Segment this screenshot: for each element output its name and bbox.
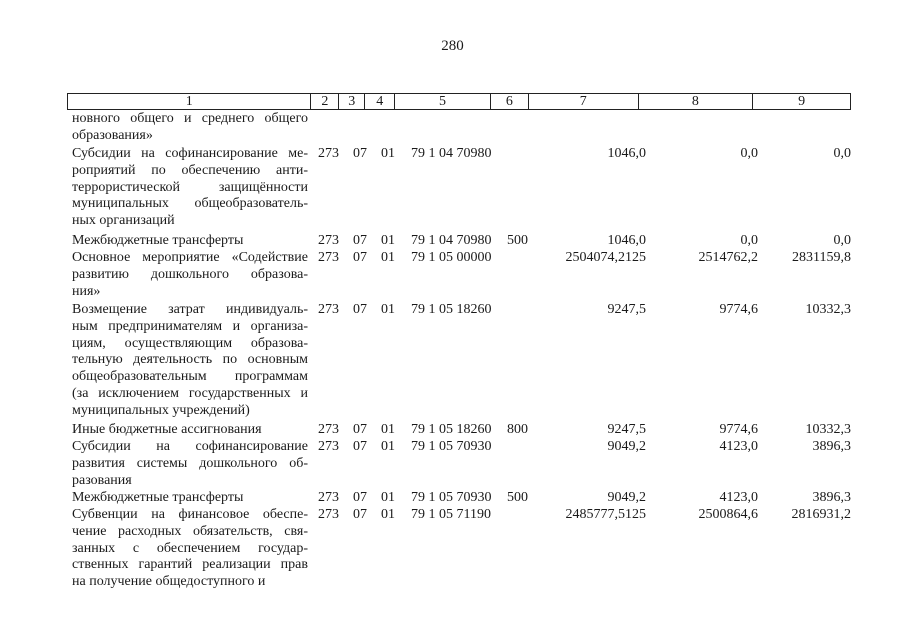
cell-c2: 273	[318, 439, 339, 454]
cell-c4: 01	[381, 302, 395, 317]
description-line: Основное мероприятие «Содействие	[72, 250, 308, 265]
cell-c7: 1046,0	[607, 233, 646, 248]
header-col-4: 4	[365, 94, 395, 109]
cell-c8: 0,0	[740, 233, 758, 248]
description-line: ственных гарантий реализации прав	[72, 557, 308, 573]
cell-c8: 9774,6	[719, 302, 758, 317]
description-line: (за исключением государственных и	[72, 385, 308, 401]
cell-c4: 01	[381, 233, 395, 248]
cell-c9: 2831159,8	[792, 250, 851, 265]
cell-c3: 07	[353, 422, 367, 437]
cell-c2: 273	[318, 490, 339, 505]
row-description	[72, 146, 308, 230]
cell-c7: 2504074,2125	[565, 250, 646, 265]
cell-c4: 01	[381, 146, 395, 161]
cell-c4: 01	[381, 507, 395, 522]
header-col-5: 5	[395, 94, 491, 109]
cell-c2: 273	[318, 233, 339, 248]
cell-c2: 273	[318, 302, 339, 317]
description-line: Субсидии на софинансирование	[72, 439, 308, 454]
description-line: развития системы дошкольного об-	[72, 455, 308, 471]
row-description	[72, 490, 308, 507]
cell-c2: 273	[318, 146, 339, 161]
row-description	[72, 233, 308, 250]
description-line: Иные бюджетные ассигнования	[72, 422, 262, 437]
description-line: общеобразовательным программам	[72, 369, 308, 385]
description-line: разования	[72, 472, 132, 488]
cell-c3: 07	[353, 490, 367, 505]
description-line: Субвенции на финансовое обеспе-	[72, 507, 308, 522]
description-line: ным предпринимателям и организа-	[72, 318, 308, 334]
cell-c8: 0,0	[740, 146, 758, 161]
cell-c3: 07	[353, 233, 367, 248]
description-line: роприятий по обеспечению анти-	[72, 162, 308, 178]
header-col-2: 2	[311, 94, 339, 109]
cell-c5: 79 1 05 00000	[411, 250, 492, 265]
cell-c5: 79 1 05 71190	[411, 507, 491, 522]
cell-c7: 9049,2	[607, 490, 646, 505]
header-col-7: 7	[529, 94, 639, 109]
cell-c9: 3896,3	[812, 490, 851, 505]
cell-c6: 500	[507, 233, 528, 248]
cell-c3: 07	[353, 439, 367, 454]
cell-c4: 01	[381, 250, 395, 265]
description-line: занных с обеспечением государ-	[72, 540, 308, 556]
header-col-8: 8	[639, 94, 754, 109]
cell-c4: 01	[381, 422, 395, 437]
description-line: тельную деятельность по основным	[72, 352, 308, 368]
cell-c5: 79 1 05 18260	[411, 422, 492, 437]
cell-c9: 3896,3	[812, 439, 851, 454]
header-col-6: 6	[491, 94, 529, 109]
cell-c3: 07	[353, 507, 367, 522]
cell-c7: 9049,2	[607, 439, 646, 454]
header-col-1: 1	[68, 94, 311, 109]
cell-c6: 800	[507, 422, 528, 437]
cell-c5: 79 1 05 18260	[411, 302, 492, 317]
cell-c4: 01	[381, 490, 395, 505]
cell-c2: 273	[318, 507, 339, 522]
description-line: Возмещение затрат индивидуаль-	[72, 302, 308, 317]
row-description	[72, 111, 308, 145]
row-description	[72, 422, 308, 439]
description-line: Межбюджетные трансферты	[72, 233, 244, 248]
cell-c8: 4123,0	[719, 490, 758, 505]
cell-c2: 273	[318, 250, 339, 265]
page-number: 280	[441, 38, 464, 54]
cell-c3: 07	[353, 250, 367, 265]
cell-c8: 4123,0	[719, 439, 758, 454]
description-line: циям, осуществляющим образова-	[72, 335, 308, 351]
description-line: чение расходных обязательств, свя-	[72, 523, 308, 539]
description-line: новного общего и среднего общего	[72, 111, 308, 126]
description-line: ных организаций	[72, 213, 175, 229]
row-description	[72, 507, 308, 591]
header-col-9: 9	[798, 94, 806, 109]
cell-c3: 07	[353, 302, 367, 317]
description-line: Субсидии на софинансирование ме-	[72, 146, 308, 161]
description-line: образования»	[72, 127, 153, 143]
row-description	[72, 250, 308, 300]
cell-c5: 79 1 05 70930	[411, 490, 492, 505]
cell-c6: 500	[507, 490, 528, 505]
cell-c9: 0,0	[833, 146, 851, 161]
cell-c4: 01	[381, 439, 395, 454]
cell-c9: 2816931,2	[791, 507, 851, 522]
description-line: террористической защищённости	[72, 179, 308, 195]
cell-c5: 79 1 05 70930	[411, 439, 492, 454]
cell-c9: 10332,3	[805, 422, 851, 437]
cell-c9: 0,0	[833, 233, 851, 248]
table-header-row	[67, 93, 851, 110]
cell-c8: 9774,6	[719, 422, 758, 437]
cell-c2: 273	[318, 422, 339, 437]
cell-c8: 2514762,2	[698, 250, 758, 265]
description-line: Межбюджетные трансферты	[72, 490, 244, 505]
cell-c7: 2485777,5125	[565, 507, 646, 522]
cell-c9: 10332,3	[805, 302, 851, 317]
cell-c7: 1046,0	[607, 146, 646, 161]
row-description	[72, 302, 308, 420]
description-line: развитию дошкольного образова-	[72, 266, 308, 282]
description-line: на получение общедоступного и	[72, 574, 266, 590]
cell-c3: 07	[353, 146, 367, 161]
description-line: муниципальных учреждений)	[72, 402, 250, 418]
header-col-3: 3	[339, 94, 365, 109]
cell-c5: 79 1 04 70980	[411, 146, 492, 161]
cell-c5: 79 1 04 70980	[411, 233, 492, 248]
description-line: муниципальных общеобразователь-	[72, 196, 308, 212]
cell-c8: 2500864,6	[698, 507, 758, 522]
cell-c7: 9247,5	[607, 422, 646, 437]
row-description	[72, 439, 308, 489]
cell-c7: 9247,5	[607, 302, 646, 317]
description-line: ния»	[72, 283, 101, 299]
